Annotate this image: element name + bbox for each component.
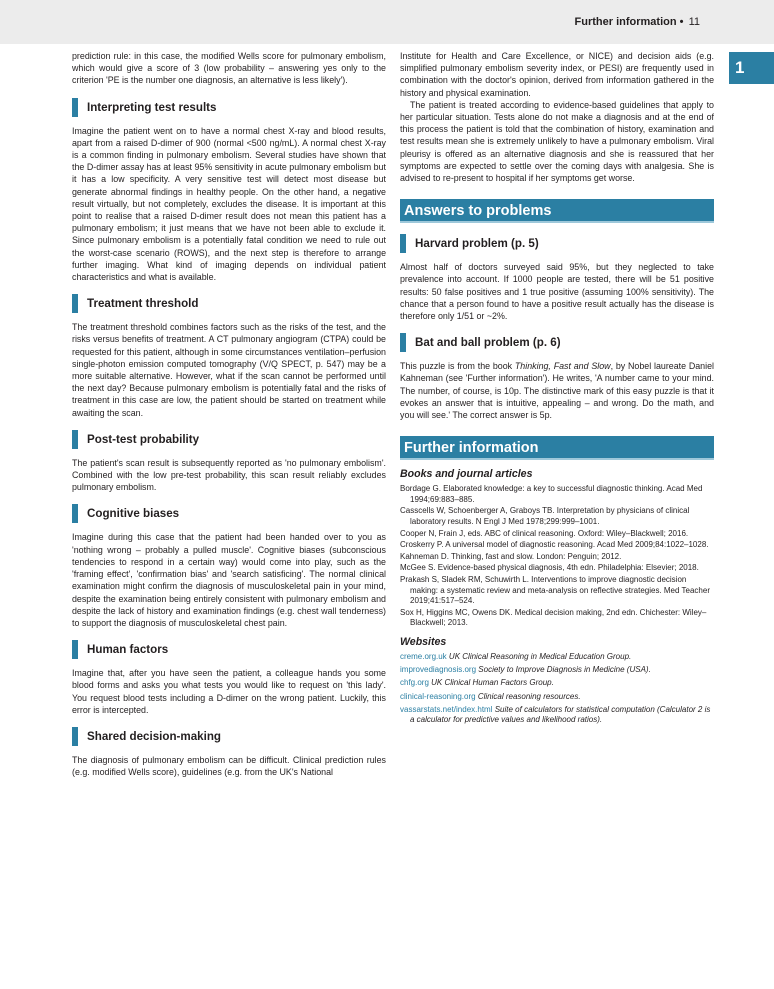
section-heading (72, 294, 386, 313)
heading-bar (400, 333, 406, 352)
reference-item: McGee S. Evidence-based physical diagnosis, 4th edn. Philadelphia: Elsevier; 2018. (400, 563, 699, 573)
website-item (400, 652, 714, 663)
section-paragraph: Imagine during this case that the patient had been handed over to you as 'nothing wrong – probably a pulled muscle'. Cognitive biases (subconscious tendencies to respond in a certain way) would come into play, such as the 'framing effect', 'confirmation bias' and 'search satisficing'. The normal clinical examination might confirm the diagnosis of musculoskeletal pain in your mind, despite the examination being entirely consistent with pulmonary embolism and despite the lack of history and examination findings (e.g. chest wall tenderness) to support the diagnosis of musculoskeletal chest pain. (72, 532, 386, 628)
heading-text: Cognitive biases (87, 507, 180, 521)
heading-text: Treatment threshold (87, 297, 199, 311)
continuation-paragraph: The patient is treated according to evidence-based guidelines that apply to her particular situation. Tests alone do not make a diagnosis and at the end of this process the patient is told that the combination of history, examination and test results mean she is extremely unlikely to have a pulmonary embolism. Viral pleurisy is offered as an alternative diagnosis and she is reassured that her symptoms are expected to settle over the coming days with analgesia. She is advised to re-present to hospital if her symptoms get worse. (400, 99, 714, 184)
further-info-heading: Further information (400, 436, 714, 460)
website-item (400, 665, 714, 676)
websites-heading: Websites (400, 635, 447, 648)
website-description: UK Clinical Human Factors Group. (431, 678, 554, 688)
bat-ball-paragraph (400, 360, 714, 421)
bat-text-before: This puzzle is from the book (400, 361, 515, 372)
reference-item: Prakash S, Sladek RM, Schuwirth L. Interventions to improve diagnostic decision making: a systematic review and meta-analysis on reflective strategies. Med Teacher 2019;41:517–524. (400, 575, 710, 606)
page-number: 11 (688, 16, 700, 28)
heading-text: Interpreting test results (87, 100, 217, 114)
reference-item: Casscells W, Schoenberger A, Graboys TB. Interpretation by physicians of clinical laboratory results. N Engl J Med 1978;299:999–1001. (400, 506, 690, 527)
website-description: UK Clinical Reasoning in Medical Education Group. (448, 651, 632, 661)
website-item (400, 678, 714, 689)
section-paragraph: The patient's scan result is subsequently reported as 'no pulmonary embolism'. Combined with the low pre-test probability, this scan result reliably excludes pulmonary embolism. (72, 457, 386, 493)
reference-item: Kahneman D. Thinking, fast and slow. London: Penguin; 2012. (400, 551, 622, 561)
intro-paragraph: prediction rule: in this case, the modified Wells score for pulmonary embolism, which would give a score of 3 (low probability – answering yes only to the criterion 'PE is the number one diagnosis, an alternative is less likely'). (72, 51, 386, 86)
left-column (72, 50, 386, 778)
harvard-paragraph: Almost half of doctors surveyed said 95%, but they neglected to take prevalence into account. If 1000 people are tested, there will be 51 positive results: 50 false positives and 1 true positive (assuming 100% sensitivity). The chance that a person found to have a positive result actually has the disease is therefore only 1/51 or ~2%. (400, 262, 714, 322)
reference-item: Croskerry P. A universal model of diagnostic reasoning. Acad Med 2009;84:1022–1028. (400, 540, 709, 550)
website-description: Clinical reasoning resources. (477, 691, 581, 701)
section-paragraph: The treatment threshold combines factors such as the risks of the test, and the risks versus benefits of treatment. A CT pulmonary angiogram (CTPA) could be requested for this patient, although in some circumstances ventilation–perfusion single-photon emission computed tomography (V/Q SPECT, p. 547) may be a more suitable alternative. However, what if the scan cannot be performed until the next day? Because pulmonary embolism is potentially fatal and the risks of treatment in this case are low, the patient should be started on treatment while awaiting the scan. (72, 322, 386, 418)
heading-bar (72, 640, 78, 659)
running-header (0, 0, 774, 44)
website-description: Suite of calculators for statistical computation (Calculator 2 is a calculator for predictive values and likelihood ratios). (410, 704, 711, 725)
heading-bar (72, 430, 78, 449)
header-bullet: • (679, 16, 684, 28)
website-item (400, 705, 714, 726)
website-link[interactable]: creme.org.uk (400, 651, 447, 661)
website-description: Society to Improve Diagnosis in Medicine (USA). (478, 665, 651, 675)
heading-text: Post-test probability (87, 432, 200, 446)
heading-bar (72, 98, 78, 117)
heading-text: Bat and ball problem (p. 6) (415, 336, 561, 350)
heading-text: Human factors (87, 643, 169, 657)
section-paragraph: Imagine that, after you have seen the patient, a colleague hands you some blood forms and asks you what tests you would like to request on 'this lady'. You request blood tests including a D-dimer on the wrong patient. Luckily, this error is intercepted. (72, 668, 386, 715)
website-link[interactable]: vassarstats.net/index.html (400, 704, 493, 714)
section-heading (72, 727, 386, 746)
heading-bar (72, 727, 78, 746)
section-heading (72, 504, 386, 523)
section-paragraph: The diagnosis of pulmonary embolism can be difficult. Clinical prediction rules (e.g. modified Wells score), guidelines (e.g. from the UK's National (72, 754, 386, 778)
book-title: Thinking, Fast and Slow (514, 361, 611, 372)
reference-item: Cooper N, Frain J, eds. ABC of clinical reasoning. Oxford: Wiley–Blackwell; 2016. (400, 528, 689, 538)
reference-item: Bordage G. Elaborated knowledge: a key to successful diagnostic thinking. Acad Med 1994;69:883–885. (400, 484, 703, 504)
heading-bar (72, 504, 78, 523)
website-link[interactable]: improvediagnosis.org (400, 665, 477, 675)
section-heading (72, 640, 386, 659)
heading-bar (72, 294, 78, 313)
reference-item: Sox H, Higgins MC, Owens DK. Medical decision making, 2nd edn. Chichester: Wiley–Blackwell; 2013. (400, 607, 707, 628)
running-header-text (575, 16, 700, 28)
right-column (400, 50, 714, 729)
website-link[interactable]: chfg.org (400, 678, 429, 688)
heading-text: Harvard problem (p. 5) (415, 237, 539, 251)
answers-heading: Answers to problems (400, 199, 714, 223)
continuation-paragraph: Institute for Health and Care Excellence, or NICE) and decision aids (e.g. simplified pulmonary embolism severity index, or PESI) are frequently used in combination with the doctor's opinion, derived from information gathered in the history and physical examination. (400, 51, 714, 98)
heading-bar (400, 234, 406, 253)
section-heading (72, 430, 386, 449)
heading-text: Shared decision-making (87, 729, 222, 743)
bat-ball-heading (400, 333, 714, 352)
chapter-tab: 1 (729, 52, 774, 84)
website-item (400, 692, 714, 703)
header-title: Further information (574, 16, 677, 28)
section-paragraph: Imagine the patient went on to have a normal chest X-ray and blood results, apart from a raised D-dimer of 900 (normal <500 ng/mL). A normal chest X-ray is a common finding in pulmonary embolism. Several studies have shown that the D-dimer assay has at least 95% sensitivity in acute pulmonary embolism but it has a low specificity. A very sensitive test will detect most disease but generate abnormal findings in healthy people. On the other hand, a negative result virtually, but not completely, excludes the disease. It is important at this point to realise that a raised D-dimer result does not mean this patient has a pulmonary embolism; it just means that we have not been able to exclude it. Since pulmonary embolism is a potentially fatal condition we need to rule out the worst-case scenario (ROWS), and the next step is therefore to arrange further imaging. What kind of imaging depends on individual patient characteristics and what is available. (72, 125, 386, 283)
website-link[interactable]: clinical-reasoning.org (400, 691, 476, 701)
bat-text-after: , by Nobel laureate Daniel Kahneman (see 'Further information'). He writes, 'A number came to your mind. The number, of course, is 10p. The distinctive mark of this easy puzzle is that it evokes an answer that is intuitive, appealing – and wrong. Do the math, and you will see.' The correct answer is 5p. (400, 361, 714, 421)
harvard-heading (400, 234, 714, 253)
section-heading (72, 98, 386, 117)
books-heading: Books and journal articles (400, 468, 533, 481)
